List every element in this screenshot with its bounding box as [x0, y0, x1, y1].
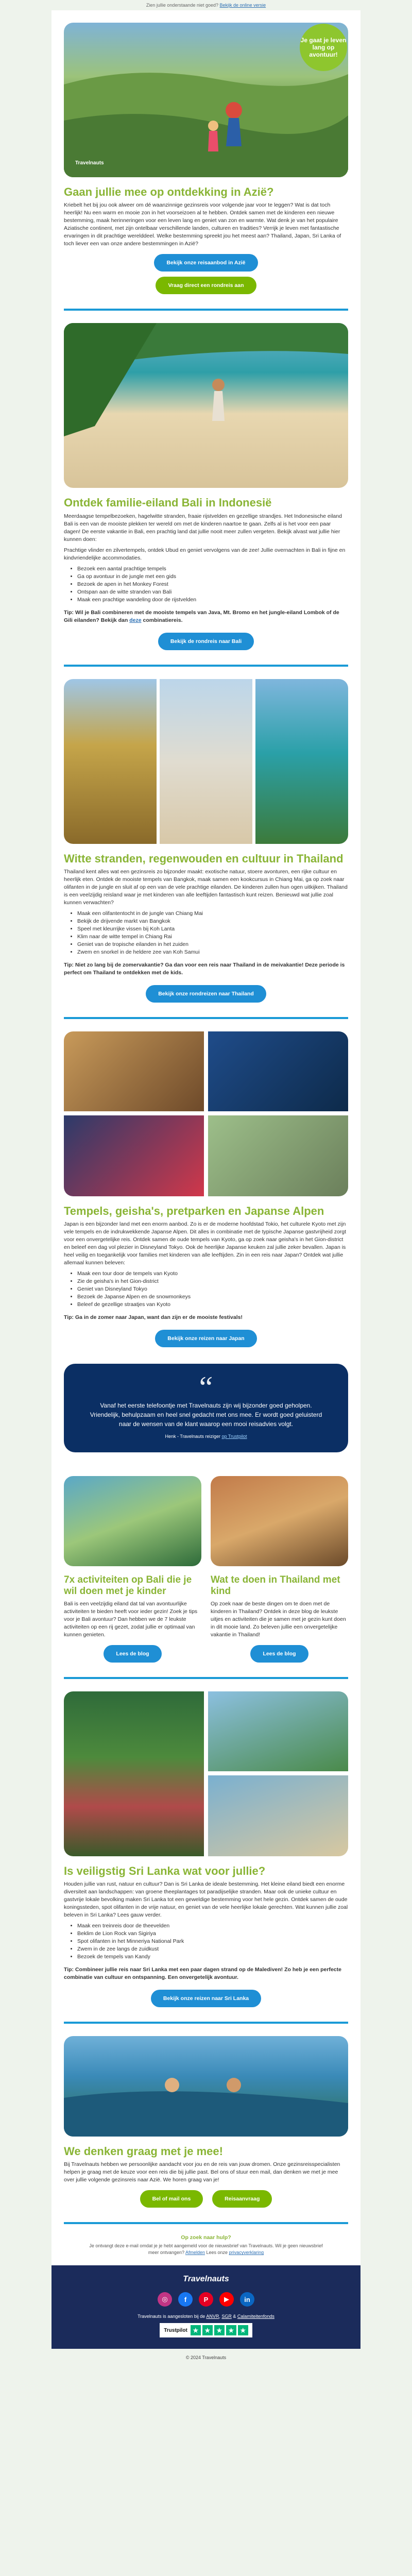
bali-tip [64, 609, 348, 624]
bali-tip-end: combinatiereis. [143, 617, 183, 623]
youtube-icon[interactable]: ▶ [219, 2292, 234, 2307]
list-item: • Bezoek de apen in het Monkey Forest [77, 581, 348, 588]
list-item: • Spot olifanten in het Minneriya National Park [77, 1938, 348, 1945]
srilanka-tip: Tip: Combineer jullie reis naar Sri Lanka met een paar dagen strand op de Malediven! Zo heb je een perfecte combinatie van cultuur en ontspanning. Een onvergetelijk avontuur. [64, 1967, 341, 1981]
thailand-tour-button[interactable]: Bekijk onze rondreizen naar Thailand [146, 985, 266, 1003]
japan-image [64, 1031, 348, 1196]
help-text-body: Je ontvangt deze e-mail omdat je je hebt aangemeld voor de nieuwsbrief van Travelnauts. Wil je geen nieuwsbrief meer ontvangen? [89, 2243, 323, 2256]
star-icon: ★ [226, 2325, 236, 2335]
list-item: • Zwem in de zee langs de zuidkust [77, 1945, 348, 1953]
thailand-temple-photo [64, 679, 157, 844]
thailand-image-wrap [52, 667, 360, 844]
registration-text: Travelnauts is aangesloten bij de [138, 2314, 207, 2319]
bali-tip-link[interactable]: deze [129, 617, 142, 623]
list-item: • Bekijk de drijvende markt van Bangkok [77, 918, 348, 925]
closing-image [64, 2036, 348, 2137]
blog-bali-title: 7x activiteiten op Bali die je wil doen met je kinder [64, 1574, 192, 1597]
request-tour-button[interactable]: Vraag direct een rondreis aan [156, 277, 256, 294]
star-icon: ★ [238, 2325, 248, 2335]
srilanka-image [64, 1691, 348, 1856]
bali-tip-text: Tip: Wil je Bali combineren met de mooiste tempels van Java, Mt. Bromo en het jungle-eiland Lombok of de Gili eilanden? Bekijk dan [64, 609, 339, 623]
trustpilot-stars [191, 2325, 248, 2335]
pinterest-icon[interactable]: P [199, 2292, 213, 2307]
srilanka-text: Houden jullie van rust, natuur en cultuur? Dan is Sri Lanka de ideale bestemming. Het kleine eiland biedt een enorme diversiteit aan landschappen: van groene theeplantages tot paradijselijke stranden. Maar ook de unieke cultuur en gastvrije lokale bevolking maken Sri Lanka tot een geweldige bestemming voor het hele gezin. Ontdek samen de oude koningssteden, spot olifanten in de vrije natuur, en geniet van de vele heerlijke lokale gerechten. Wat kunnen jullie zoal beleven in Sri Lanka? Lees gauw verder. [64, 1881, 348, 1919]
help-text-body-2: Lees onze [206, 2250, 229, 2256]
bali-scene [64, 323, 348, 488]
privacy-link[interactable]: privacyverklaring [229, 2250, 264, 2256]
closing-text: Bij Travelnauts hebben we persoonlijke aandacht voor jou en de reis van jouw dromen. Onze gezinsreisspecialisten helpen je graag met de keuze voor een reis die bij jullie past. Bel ons of stuur een mail, dan denken we met je mee over jullie volgende gezinsreis naar Azië. We horen graag van je! [64, 2161, 340, 2183]
japan-list [64, 1270, 348, 1309]
japan-photo-1 [64, 1031, 204, 1111]
list-item: • Beklim de Lion Rock van Sigiriya [77, 1930, 348, 1938]
blog-bali-text: Bali is een veelzijdig eiland dat tal van avontuurlijke activiteiten te bieden heeft voor ieder gezin! Zoek je tips voor je Bali avontuur? Dan hebben we de 7 leukste activiteiten op een rij gezet, zodat jullie er optimaal van kunnen genieten. [64, 1600, 198, 1638]
blog-card-thailand [211, 1476, 348, 1668]
hero-badge: Je gaat je leven lang op avontuur! [300, 24, 347, 71]
view-in-browser-link[interactable]: Bekijk de online versie [219, 3, 266, 8]
signature-text: Henk - Travelnauts reiziger [165, 1434, 222, 1439]
japan-section [52, 1205, 360, 1352]
testimonial [64, 1364, 348, 1452]
blog-card-bali [64, 1476, 201, 1668]
thailand-beach-photo [255, 679, 348, 844]
blog-thailand-text: Op zoek naar de beste dingen om te doen met de kinderen in Thailand? Ontdek in deze blog de leukste uitjes en activiteiten die je samen met je gezin kunt doen in dit mooie land. Zo beleven jullie een onvergetelijke vakantie in Thailand! [211, 1600, 346, 1638]
blog-row [52, 1464, 360, 1668]
japan-title: Tempels, geisha's, pretparken en Japanse Alpen [64, 1204, 324, 1217]
blog-bali-image [64, 1476, 201, 1566]
star-icon: ★ [214, 2325, 225, 2335]
japan-photo-4 [208, 1115, 348, 1196]
srilanka-photo-3 [208, 1775, 348, 1856]
calamiteitenfonds-link[interactable]: Calamiteitenfonds [237, 2314, 274, 2319]
bali-image [64, 323, 348, 488]
japan-photo-2 [208, 1031, 348, 1111]
list-item: • Bezoek een aantal prachtige tempels [77, 565, 348, 573]
list-item: • Maak een prachtige wandeling door de rijstvelden [77, 596, 348, 604]
travel-request-button[interactable]: Reisaanvraag [212, 2190, 272, 2208]
bali-tour-button[interactable]: Bekijk de rondreis naar Bali [158, 633, 254, 650]
bali-section [52, 496, 360, 655]
closing-image-wrap [52, 2024, 360, 2137]
closing-buttons [64, 2187, 348, 2213]
list-item: • Bezoek de Japanse Alpen en de snowmonkeys [77, 1293, 348, 1301]
closing-scene [64, 2036, 348, 2137]
thailand-title: Witte stranden, regenwouden en cultuur in Thailand [64, 852, 344, 865]
list-item: • Klim naar de witte tempel in Chiang Rai [77, 933, 348, 941]
srilanka-list [64, 1922, 348, 1961]
srilanka-photo-1 [64, 1691, 204, 1856]
bali-text-1: Meerdaagse tempelbezoeken, hagelwitte stranden, fraaie rijstvelden en gezellige strandjes. Het Indonesische eiland Bali is een van de mooiste plekken ter wereld om met de kinderen naartoe te gaan. Zelfs al is het voor een paar dagen! De eerste vakantie in Bali, een prachtig land dat jullie nooit meer zullen vergeten. Bekijk alvast wat jullie hier kunnen doen: [64, 513, 342, 543]
hero-text: Kriebelt het bij jou ook alweer om dé waanzinnige gezinsreis voor volgende jaar voor te leggen? Wat is dat toch heerlijk! Nu een warm en mooie zon in het voorseizoen al te hebben. Ontdek samen met de kinderen een nieuwe bestemming, maak herinneringen voor een leven lang en geniet van zon en warmte. Wat denk je van het populaire Aziatische continent, met zijn ontelbaar verschillende landen, culturen en tradities? Verrijk je leven met fantastische ervaringen in dit prachtige werelddeel. Welke bestemming spreekt jou het meest aan? Thailand, Japan, Sri Lanka of toch liever een van onze andere bestemmingen in Azië? [64, 202, 341, 247]
asia-offer-button[interactable]: Bekijk onze reisaanbod in Azië [154, 254, 258, 272]
trustpilot-link[interactable]: op Trustpilot [221, 1434, 247, 1439]
srilanka-image-wrap [52, 1679, 360, 1856]
hero-image-wrap [52, 10, 360, 177]
bali-text-2: Prachtige vlinder en zilvertempels, ontdek Ubud en geniet vervolgens van de zee! Jullie overnachten in Bali in fijne en kindvriendelijke accommodaties. [64, 547, 346, 561]
list-item: • Geniet van Disneyland Tokyo [77, 1285, 348, 1293]
list-item: • Bezoek de tempels van Kandy [77, 1953, 348, 1961]
list-item: • Zie de geisha's in het Gion-district [77, 1278, 348, 1285]
closing-section [52, 2145, 360, 2213]
japan-photo-3 [64, 1115, 204, 1196]
thailand-tip: Tip: Niet zo lang bij de zomervakantie? Ga dan voor een reis naar Thailand in de meivakantie! Deze periode is perfect om Thailand te ontdekken met de kids. [64, 961, 345, 976]
instagram-icon[interactable]: ◎ [158, 2292, 172, 2307]
hero-title: Gaan jullie mee op ontdekking in Azië? [64, 185, 274, 198]
japan-image-wrap [52, 1019, 360, 1196]
testimonial-text: Vanaf het eerste telefoontje met Travelnauts zijn wij bijzonder goed geholpen. Vriendelijk, behulpzaam en heel snel gedacht met ons mee. Er wordt goed geluisterd naar de wensen van de klant waarop een mooi reisadvies volgt. [90, 1402, 322, 1428]
list-item: • Ontspan aan de witte stranden van Bali [77, 588, 348, 596]
call-mail-button[interactable]: Bel of mail ons [140, 2190, 203, 2208]
testimonial-signature [84, 1434, 328, 1439]
japan-text: Japan is een bijzonder land met een enorm aanbod. Zo is er de moderne hoofdstad Tokio, het culturele Kyoto met zijn vele tempels en de indrukwekkende Japanse Alpen. Dit alles in combinatie met de typische Japanse gastvrijheid zorgt voor een onvergetelijke reis. Ontdek samen de oude tempels van Kyoto, ga op zoek naar geisha's in het Gion-district en beleef een dag vol plezier in Disneyland Tokyo. Ook de heerlijke Japanse keuken zal jullie zeker bevallen. Japan is heel veilig en toegankelijk voor families met kinderen van alle leeftijden. Zin in een reis naar Japan? Ontdek wat jullie allemaal kunnen beleven: [64, 1221, 347, 1266]
footer-logo-text: Travelnauts [183, 2275, 229, 2284]
footer-logo [62, 2275, 350, 2284]
list-item: • Ga op avontuur in de jungle met een gids [77, 573, 348, 581]
help-title: Op zoek naar hulp? [181, 2234, 231, 2241]
hero-logo: Travelnauts [75, 160, 104, 166]
list-item: • Zwem en snorkel in de heldere zee van Koh Samui [77, 948, 348, 956]
srilanka-tour-button[interactable]: Bekijk onze reizen naar Sri Lanka [151, 1990, 261, 2007]
blog-thailand-image [211, 1476, 348, 1566]
thailand-section [52, 852, 360, 1008]
topbar [0, 0, 412, 10]
japan-tip: Tip: Ga in de zomer naar Japan, want dan zijn er de mooiste festivals! [64, 1314, 243, 1321]
star-icon: ★ [202, 2325, 213, 2335]
list-item: • Maak een olifantentocht in de jungle van Chiang Mai [77, 910, 348, 918]
thailand-text: Thailand kent alles wat een gezinsreis zo bijzonder maakt: exotische natuur, stoere avonturen, een rijke cultuur en heerlijk eten. Ontdek de mooiste tempels van Bangkok, maak samen een kookcursus in Chiang Mai, ga op zoek naar olifanten in de jungle en sluit af op een van de vele prachtige eilanden. De kinderen zullen hun ogen uitkijken. Thailand is een veelzijdig reisland waar je met kinderen van alle leeftijden fantastisch kunt reizen. Benieuwd wat jullie zoal kunnen verwachten? [64, 868, 348, 906]
bali-image-wrap [52, 311, 360, 488]
trustpilot-label: Trustpilot [164, 2327, 187, 2333]
social-icons [62, 2292, 350, 2307]
quote-icon: “ [199, 1370, 213, 1405]
thailand-list [64, 910, 348, 956]
list-item: • Speel met kleurrijke vissen bij Koh Lanta [77, 925, 348, 933]
bali-title: Ontdek familie-eiland Bali in Indonesië [64, 496, 272, 510]
topbar-text: Zien jullie onderstaande niet goed? [146, 3, 219, 8]
hero-section [52, 185, 360, 299]
footer-help [52, 2224, 360, 2256]
unsubscribe-link[interactable]: Afmelden [185, 2250, 205, 2256]
closing-title: We denken graag met je mee! [64, 2145, 223, 2158]
bali-list [64, 565, 348, 604]
srilanka-photo-2 [208, 1691, 348, 1771]
list-item: • Maak een treinreis door de theevelden [77, 1922, 348, 1930]
linkedin-icon[interactable]: in [240, 2292, 254, 2307]
blog-thailand-title: Wat te doen in Thailand met kind [211, 1574, 340, 1597]
list-item: • Maak een tour door de tempels van Kyoto [77, 1270, 348, 1278]
list-item: • Geniet van de tropische eilanden in het zuiden [77, 941, 348, 948]
srilanka-title: Is veiligstig Sri Lanka wat voor jullie? [64, 1864, 266, 1877]
facebook-icon[interactable]: f [178, 2292, 193, 2307]
thailand-monk-photo [160, 679, 252, 844]
blog-thailand-button[interactable]: Lees de blog [250, 1645, 308, 1663]
sgr-link[interactable]: SGR [221, 2314, 232, 2319]
anvr-link[interactable]: ANVR [206, 2314, 219, 2319]
thailand-image [64, 679, 348, 844]
list-item: • Beleef de gezellige straatjes van Kyoto [77, 1301, 348, 1309]
trustpilot-rating[interactable] [160, 2323, 252, 2337]
registration-line: Travelnauts is aangesloten bij de ANVR, SGR & Calamiteitenfonds [138, 2314, 274, 2319]
blog-bali-button[interactable]: Lees de blog [104, 1645, 161, 1663]
japan-tour-button[interactable]: Bekijk onze reizen naar Japan [155, 1330, 256, 1347]
help-text [88, 2243, 324, 2256]
footer-bar [52, 2265, 360, 2349]
copyright: © 2024 Travelnauts [185, 2355, 227, 2361]
srilanka-section [52, 1865, 360, 2012]
star-icon: ★ [191, 2325, 201, 2335]
email-card [52, 10, 360, 2349]
